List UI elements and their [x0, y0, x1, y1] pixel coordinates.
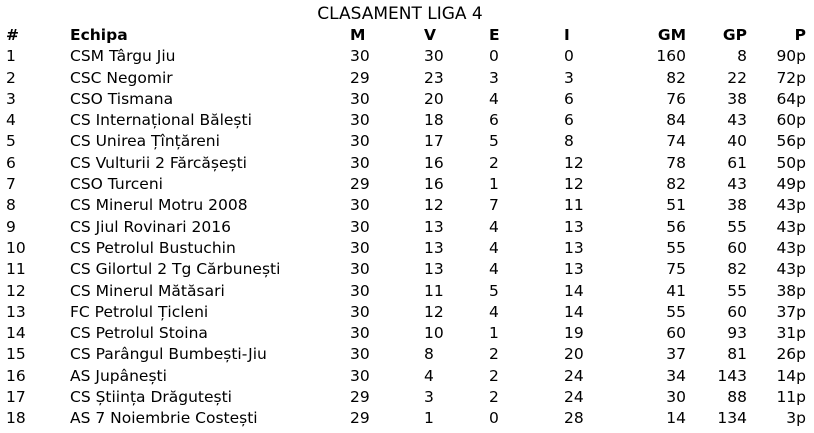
cell-goals-against: 43 — [727, 111, 747, 130]
cell-rank: 7 — [6, 175, 16, 194]
cell-draws: 4 — [489, 238, 499, 257]
cell-goals-for: 74 — [666, 132, 686, 151]
cell-draws: 0 — [489, 409, 499, 428]
table-row — [0, 46, 814, 67]
cell-points: 43p — [776, 260, 806, 279]
table-row — [0, 323, 814, 344]
cell-rank: 1 — [6, 47, 16, 66]
cell-wins: 13 — [424, 260, 444, 279]
cell-wins: 23 — [424, 68, 444, 87]
cell-points: 3p — [786, 409, 806, 428]
cell-team: AS 7 Noiembrie Costești — [70, 409, 258, 428]
table-row — [0, 408, 814, 429]
cell-points: 37p — [776, 302, 806, 321]
cell-draws: 1 — [489, 324, 499, 343]
cell-points: 14p — [776, 366, 806, 385]
header-row — [0, 25, 814, 46]
cell-points: 49p — [776, 175, 806, 194]
cell-points: 60p — [776, 111, 806, 130]
cell-points: 43p — [776, 217, 806, 236]
cell-rank: 3 — [6, 89, 16, 108]
cell-draws: 4 — [489, 302, 499, 321]
cell-wins: 3 — [424, 388, 434, 407]
cell-team: AS Jupânești — [70, 366, 167, 385]
cell-wins: 30 — [424, 47, 444, 66]
cell-rank: 18 — [6, 409, 26, 428]
cell-points: 11p — [776, 388, 806, 407]
cell-losses: 28 — [564, 409, 584, 428]
cell-goals-for: 14 — [666, 409, 686, 428]
cell-team: CSO Tismana — [70, 89, 174, 108]
cell-goals-for: 30 — [666, 388, 686, 407]
cell-matches: 30 — [350, 132, 370, 151]
cell-matches: 30 — [350, 238, 370, 257]
cell-goals-against: 88 — [727, 388, 747, 407]
cell-matches: 29 — [350, 175, 370, 194]
table-row — [0, 110, 814, 131]
cell-losses: 6 — [564, 111, 574, 130]
cell-draws: 7 — [489, 196, 499, 215]
cell-rank: 15 — [6, 345, 26, 364]
cell-losses: 20 — [564, 345, 584, 364]
cell-points: 64p — [776, 89, 806, 108]
cell-goals-against: 60 — [727, 238, 747, 257]
cell-wins: 13 — [424, 238, 444, 257]
cell-losses: 13 — [564, 217, 584, 236]
cell-draws: 4 — [489, 217, 499, 236]
cell-matches: 29 — [350, 409, 370, 428]
cell-losses: 24 — [564, 366, 584, 385]
cell-losses: 14 — [564, 302, 584, 321]
table-title: CLASAMENT LIGA 4 — [317, 4, 483, 24]
cell-team: CS Parângul Bumbești-Jiu — [70, 345, 267, 364]
table-row — [0, 344, 814, 365]
cell-goals-against: 93 — [727, 324, 747, 343]
cell-losses: 0 — [564, 47, 574, 66]
header-goals-for: GM — [657, 26, 686, 44]
table-row — [0, 281, 814, 302]
cell-wins: 16 — [424, 175, 444, 194]
table-row — [0, 68, 814, 89]
cell-goals-for: 160 — [656, 47, 686, 66]
table-row — [0, 153, 814, 174]
cell-wins: 10 — [424, 324, 444, 343]
cell-goals-for: 55 — [666, 302, 686, 321]
cell-draws: 1 — [489, 175, 499, 194]
cell-team: CSO Turceni — [70, 175, 163, 194]
cell-matches: 30 — [350, 217, 370, 236]
cell-rank: 10 — [6, 238, 26, 257]
cell-draws: 0 — [489, 47, 499, 66]
cell-points: 90p — [776, 47, 806, 66]
cell-losses: 19 — [564, 324, 584, 343]
cell-goals-against: 55 — [727, 281, 747, 300]
cell-rank: 17 — [6, 388, 26, 407]
cell-rank: 16 — [6, 366, 26, 385]
cell-goals-against: 8 — [737, 47, 747, 66]
cell-wins: 12 — [424, 196, 444, 215]
cell-team: CSM Târgu Jiu — [70, 47, 176, 66]
cell-draws: 2 — [489, 388, 499, 407]
table-row — [0, 174, 814, 195]
cell-matches: 30 — [350, 281, 370, 300]
cell-draws: 3 — [489, 68, 499, 87]
cell-goals-for: 82 — [666, 68, 686, 87]
cell-goals-against: 81 — [727, 345, 747, 364]
table-row — [0, 217, 814, 238]
cell-draws: 2 — [489, 345, 499, 364]
cell-losses: 11 — [564, 196, 584, 215]
cell-wins: 13 — [424, 217, 444, 236]
cell-rank: 6 — [6, 153, 16, 172]
cell-losses: 12 — [564, 153, 584, 172]
cell-goals-for: 84 — [666, 111, 686, 130]
cell-losses: 6 — [564, 89, 574, 108]
cell-goals-for: 76 — [666, 89, 686, 108]
cell-goals-against: 55 — [727, 217, 747, 236]
cell-draws: 4 — [489, 89, 499, 108]
cell-draws: 5 — [489, 281, 499, 300]
cell-losses: 3 — [564, 68, 574, 87]
header-team: Echipa — [70, 26, 128, 44]
cell-team: CS Unirea Țînțăreni — [70, 132, 220, 151]
table-row — [0, 89, 814, 110]
cell-goals-for: 34 — [666, 366, 686, 385]
cell-goals-against: 143 — [717, 366, 747, 385]
cell-team: CSC Negomir — [70, 68, 173, 87]
cell-goals-for: 41 — [666, 281, 686, 300]
cell-goals-against: 60 — [727, 302, 747, 321]
cell-matches: 30 — [350, 153, 370, 172]
cell-rank: 8 — [6, 196, 16, 215]
cell-goals-against: 82 — [727, 260, 747, 279]
cell-wins: 8 — [424, 345, 434, 364]
table-row — [0, 238, 814, 259]
header-points: P — [794, 26, 806, 44]
cell-rank: 13 — [6, 302, 26, 321]
cell-rank: 11 — [6, 260, 26, 279]
cell-goals-against: 134 — [717, 409, 747, 428]
cell-points: 50p — [776, 153, 806, 172]
cell-wins: 4 — [424, 366, 434, 385]
cell-draws: 2 — [489, 153, 499, 172]
cell-goals-against: 43 — [727, 175, 747, 194]
cell-goals-against: 22 — [727, 68, 747, 87]
cell-matches: 30 — [350, 47, 370, 66]
cell-rank: 4 — [6, 111, 16, 130]
cell-team: CS Jiul Rovinari 2016 — [70, 217, 231, 236]
table-row — [0, 195, 814, 216]
cell-goals-for: 78 — [666, 153, 686, 172]
cell-losses: 24 — [564, 388, 584, 407]
cell-team: CS Gilortul 2 Tg Cărbunești — [70, 260, 281, 279]
cell-draws: 2 — [489, 366, 499, 385]
table-row — [0, 259, 814, 280]
cell-matches: 30 — [350, 345, 370, 364]
cell-matches: 30 — [350, 111, 370, 130]
cell-losses: 12 — [564, 175, 584, 194]
cell-rank: 12 — [6, 281, 26, 300]
cell-goals-against: 61 — [727, 153, 747, 172]
cell-goals-against: 40 — [727, 132, 747, 151]
cell-team: FC Petrolul Țicleni — [70, 302, 209, 321]
cell-goals-for: 55 — [666, 238, 686, 257]
header-matches: M — [350, 26, 366, 44]
cell-losses: 8 — [564, 132, 574, 151]
cell-losses: 13 — [564, 260, 584, 279]
cell-goals-against: 38 — [727, 196, 747, 215]
cell-team: CS Vulturii 2 Fărcășești — [70, 153, 247, 172]
cell-losses: 14 — [564, 281, 584, 300]
cell-draws: 6 — [489, 111, 499, 130]
table-row — [0, 366, 814, 387]
cell-goals-for: 75 — [666, 260, 686, 279]
cell-draws: 4 — [489, 260, 499, 279]
cell-matches: 30 — [350, 196, 370, 215]
cell-matches: 29 — [350, 68, 370, 87]
cell-matches: 30 — [350, 89, 370, 108]
cell-goals-for: 56 — [666, 217, 686, 236]
cell-points: 56p — [776, 132, 806, 151]
cell-points: 26p — [776, 345, 806, 364]
cell-team: CS Petrolul Stoina — [70, 324, 208, 343]
cell-team: CS Minerul Mătăsari — [70, 281, 225, 300]
cell-rank: 14 — [6, 324, 26, 343]
header-losses: I — [564, 26, 570, 44]
table-row — [0, 131, 814, 152]
cell-goals-for: 37 — [666, 345, 686, 364]
cell-draws: 5 — [489, 132, 499, 151]
standings-table — [0, 25, 814, 430]
cell-matches: 30 — [350, 366, 370, 385]
cell-wins: 17 — [424, 132, 444, 151]
cell-wins: 20 — [424, 89, 444, 108]
cell-wins: 12 — [424, 302, 444, 321]
table-row — [0, 302, 814, 323]
cell-rank: 2 — [6, 68, 16, 87]
header-rank: # — [6, 26, 19, 44]
cell-matches: 30 — [350, 302, 370, 321]
cell-points: 43p — [776, 196, 806, 215]
cell-wins: 16 — [424, 153, 444, 172]
cell-team: CS Internațional Bălești — [70, 111, 252, 130]
header-goals-against: GP — [722, 26, 747, 44]
cell-goals-for: 82 — [666, 175, 686, 194]
cell-rank: 5 — [6, 132, 16, 151]
standings-body — [0, 46, 814, 429]
header-wins: V — [424, 26, 436, 44]
cell-matches: 29 — [350, 388, 370, 407]
header-draws: E — [489, 26, 500, 44]
table-row — [0, 387, 814, 408]
cell-wins: 1 — [424, 409, 434, 428]
cell-matches: 30 — [350, 260, 370, 279]
cell-goals-for: 60 — [666, 324, 686, 343]
cell-points: 43p — [776, 238, 806, 257]
cell-points: 72p — [776, 68, 806, 87]
cell-team: CS Petrolul Bustuchin — [70, 238, 236, 257]
cell-wins: 11 — [424, 281, 444, 300]
cell-points: 38p — [776, 281, 806, 300]
cell-losses: 13 — [564, 238, 584, 257]
cell-rank: 9 — [6, 217, 16, 236]
cell-goals-against: 38 — [727, 89, 747, 108]
cell-goals-for: 51 — [666, 196, 686, 215]
cell-team: CS Minerul Motru 2008 — [70, 196, 248, 215]
cell-matches: 30 — [350, 324, 370, 343]
cell-wins: 18 — [424, 111, 444, 130]
cell-points: 31p — [776, 324, 806, 343]
cell-team: CS Știința Drăgutești — [70, 388, 232, 407]
